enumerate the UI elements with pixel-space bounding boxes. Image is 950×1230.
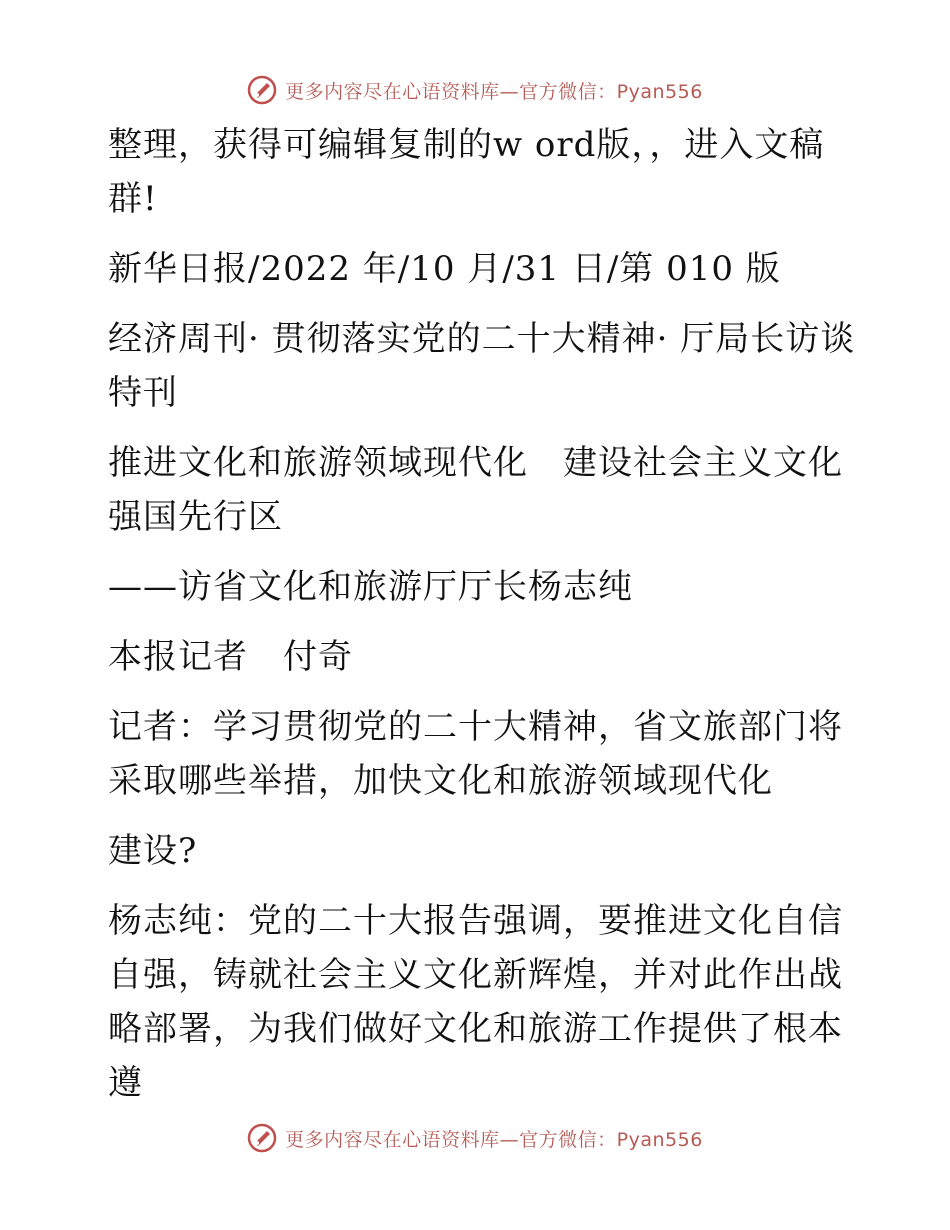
brand-logo-icon	[247, 75, 277, 105]
answer-paragraph: 杨志纯：党的二十大报告强调，要推进文化自信自强，铸就社会主义文化新辉煌，并对此作出战略部署，为我们做好文化和旅游工作提供了根本遵	[108, 901, 843, 1103]
document-body	[98, 118, 858, 1126]
question-continuation: 建设?	[108, 831, 198, 871]
column-title: 经济周刊· 贯彻落实党的二十大精神· 厅局长访谈特刊	[108, 319, 856, 413]
byline: 本报记者 付奇	[108, 637, 353, 677]
watermark-text: 更多内容尽在心语资料库—官方微信：Pyan556	[285, 80, 703, 103]
footer-watermark	[0, 1118, 950, 1158]
intro-paragraph: 整理，获得可编辑复制的w ord版，，进入文稿群!	[108, 125, 825, 219]
source-line: 新华日报/2022 年/10 月/31 日/第 010 版	[108, 249, 781, 289]
watermark-text: 更多内容尽在心语资料库—官方微信：Pyan556	[285, 1128, 703, 1151]
question-paragraph: 记者：学习贯彻党的二十大精神，省文旅部门将采取哪些举措，加快文化和旅游领域现代化	[108, 707, 843, 801]
header-watermark	[0, 70, 950, 110]
article-headline: 推进文化和旅游领域现代化 建设社会主义文化强国先行区	[108, 443, 843, 537]
article-subheadline: ——访省文化和旅游厅厅长杨志纯	[108, 567, 633, 607]
brand-logo-icon	[247, 1123, 277, 1153]
